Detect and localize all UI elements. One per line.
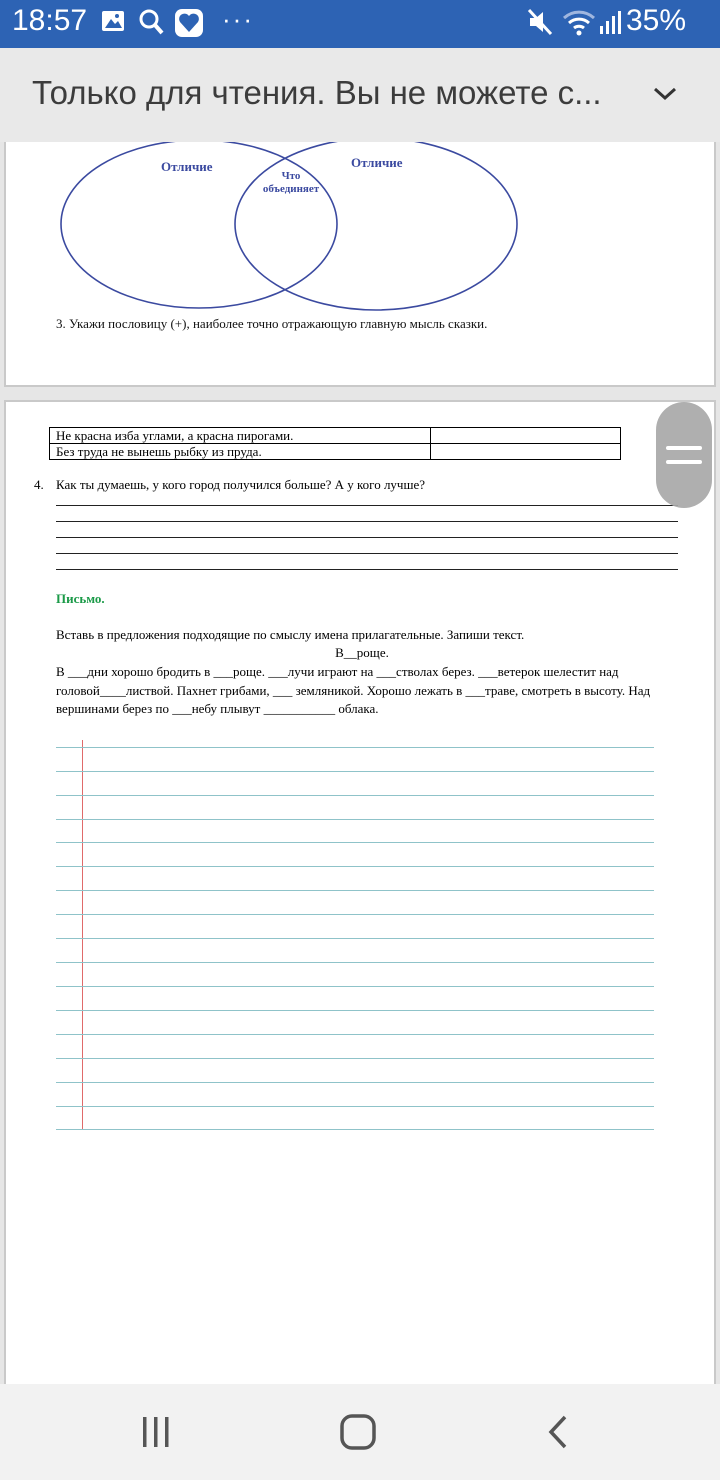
ruled-line <box>56 842 654 843</box>
chevron-down-icon[interactable] <box>650 84 680 104</box>
proverb-mark-cell <box>431 428 621 444</box>
ruled-line <box>56 771 654 772</box>
ruled-line <box>56 1106 654 1107</box>
recent-apps-icon[interactable] <box>138 1414 174 1450</box>
signal-icon <box>598 8 624 36</box>
handle-grip-line <box>666 446 702 450</box>
proverb-mark-cell <box>431 444 621 460</box>
venn-center-line-2: объединяет <box>262 183 320 195</box>
document-viewer[interactable] <box>0 142 720 1384</box>
margin-line <box>82 740 83 1130</box>
ruled-line <box>56 986 654 987</box>
ruled-line <box>56 1058 654 1059</box>
table-row <box>50 444 621 460</box>
task-instruction: Вставь в предложения подходящие по смыслу имена прилагательные. Запиши текст. <box>56 627 525 642</box>
question-4: Как ты думаешь, у кого город получился больше? А у кого лучше? <box>56 477 426 492</box>
answer-line <box>56 553 678 554</box>
handle-grip-line <box>666 460 702 464</box>
text-heading: В__роще. <box>335 645 389 660</box>
venn-diagram <box>56 142 526 313</box>
ruled-line <box>56 1082 654 1083</box>
more-icon: ··· <box>222 4 254 34</box>
battery-percentage: 35% <box>625 4 686 37</box>
fast-scroll-handle[interactable] <box>656 402 712 508</box>
ruled-line <box>56 819 654 820</box>
proverbs-table <box>49 427 621 460</box>
home-icon[interactable] <box>338 1412 378 1452</box>
question-4-number: 4. <box>34 477 44 492</box>
document-title-bar <box>0 48 720 142</box>
proverb-text: Не красна изба углами, а красна пирогами. <box>50 428 431 444</box>
answer-line <box>56 521 678 522</box>
answer-line <box>56 569 678 570</box>
venn-left-label: Отличие <box>161 159 213 174</box>
venn-center-line-1: Что <box>281 170 301 182</box>
navigation-bar <box>0 1384 720 1480</box>
answer-line <box>56 505 678 506</box>
ruled-line <box>56 747 654 748</box>
back-icon[interactable] <box>545 1414 575 1450</box>
venn-right-label: Отличие <box>351 155 403 170</box>
ruled-line <box>56 795 654 796</box>
ruled-line <box>56 938 654 939</box>
wifi-icon <box>562 8 596 36</box>
proverb-text: Без труда не вынешь рыбку из пруда. <box>50 444 431 460</box>
mute-icon <box>527 8 553 36</box>
search-icon <box>138 8 164 36</box>
heart-app-icon <box>174 8 204 38</box>
table-row <box>50 428 621 444</box>
status-time: 18:57 <box>12 4 88 37</box>
ruled-line <box>56 962 654 963</box>
ruled-line <box>56 1010 654 1011</box>
task-paragraph: В ___дни хорошо бродить в ___роще. ___лучи играют на ___стволах берез. ___ветерок шелестит над головой____листвой. Пахнет грибами, ___ земляникой. Хорошо лежать в ___траве, смотреть в высоту. Над вершинами берез по ___небу плывут ___________ облака. <box>56 664 651 716</box>
question-3: 3. Укажи пословицу (+), наиболее точно отражающую главную мысль сказки. <box>56 316 488 331</box>
ruled-writing-area <box>56 740 654 1130</box>
ruled-line <box>56 1034 654 1035</box>
ruled-line <box>56 866 654 867</box>
ruled-line <box>56 914 654 915</box>
answer-line <box>56 537 678 538</box>
document-page <box>4 400 716 1384</box>
document-title: Только для чтения. Вы не можете с... <box>32 74 602 111</box>
ruled-line <box>56 890 654 891</box>
image-icon <box>100 8 126 34</box>
section-title: Письмо. <box>56 591 105 606</box>
status-bar <box>0 0 720 48</box>
ruled-line <box>56 1129 654 1130</box>
document-page <box>4 142 716 387</box>
venn-center-label <box>246 170 336 196</box>
